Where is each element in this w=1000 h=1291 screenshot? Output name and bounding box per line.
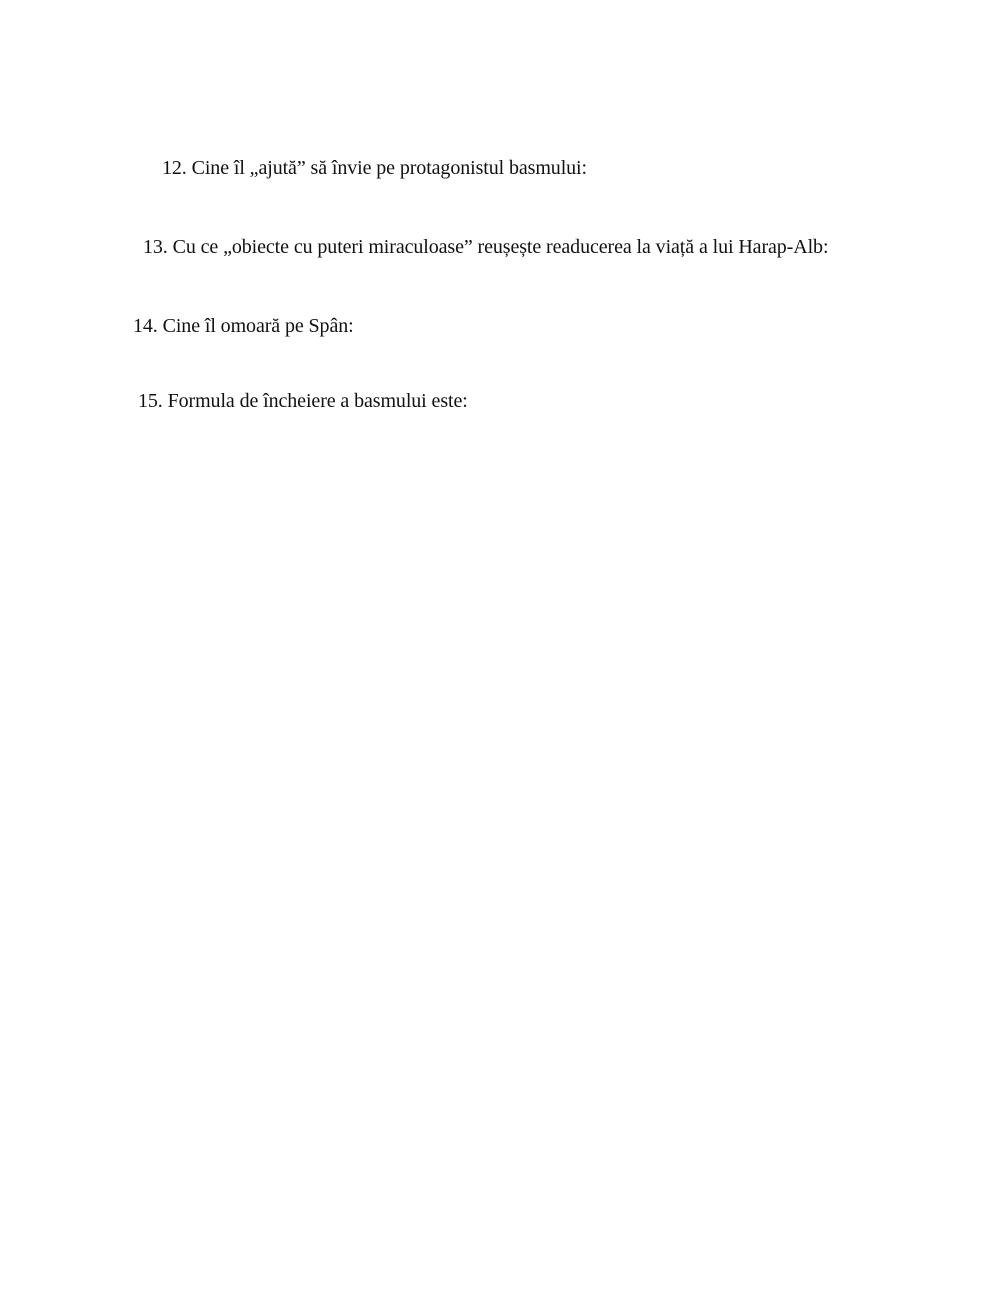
question-13: 13. Cu ce „obiecte cu puteri miraculoase” reușește readucerea la viață a lui Harap-Alb: [143, 236, 829, 258]
question-14: 14. Cine îl omoară pe Spân: [133, 315, 354, 337]
question-12: 12. Cine îl „ajută” să învie pe protagonistul basmului: [162, 157, 587, 179]
question-15: 15. Formula de încheiere a basmului este: [138, 390, 468, 412]
